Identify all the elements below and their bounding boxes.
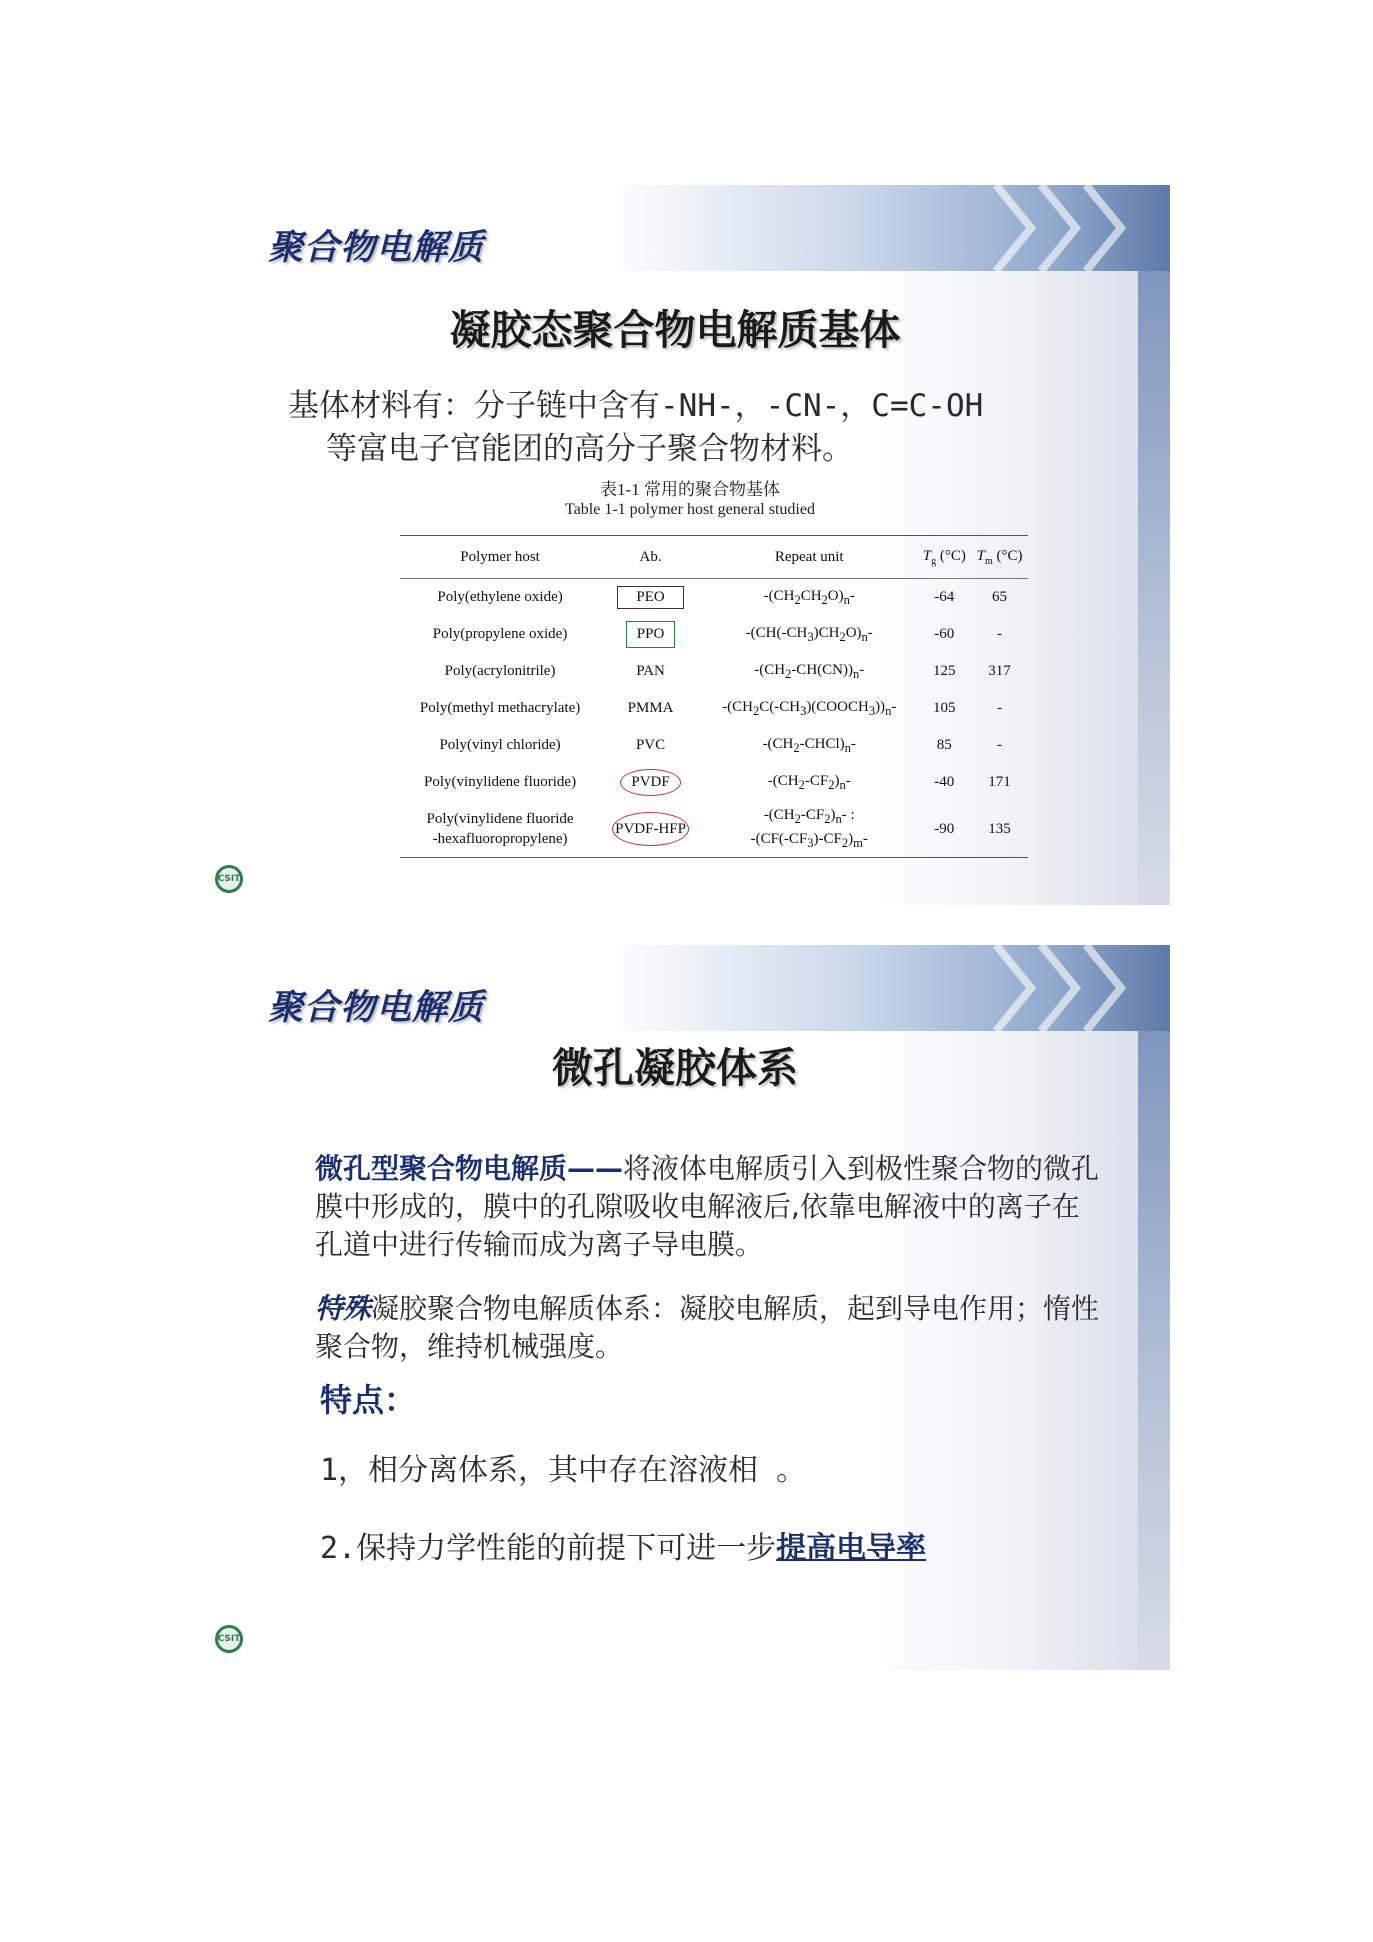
table-row [400, 616, 1028, 653]
section-title: 聚合物电解质 [268, 987, 485, 1028]
cell-host: Poly(ethylene oxide) [437, 589, 563, 605]
cell-host [400, 801, 600, 858]
cell-tm: 317 [988, 663, 1011, 679]
host-line-1: Poly(vinylidene fluoride [426, 811, 574, 827]
col-header-tm: $T_m$ (°C) [971, 536, 1028, 579]
special-paragraph [315, 1290, 1105, 1366]
intro-line-2: 等富电子官能团的高分子聚合物材料。 [326, 431, 853, 467]
logo-icon: CSIT [215, 1625, 243, 1653]
cell-tm: 135 [971, 801, 1028, 858]
cell-tg: -90 [917, 801, 971, 858]
cell-tm: - [997, 700, 1003, 716]
cell-tg: -64 [934, 589, 955, 605]
feature-item-2-text: 2.保持力学性能的前提下可进一步 [320, 1531, 777, 1566]
col-header-host: Polymer host [400, 536, 600, 579]
cell-host: Poly(vinyl chloride) [439, 737, 561, 753]
cell-ab [600, 801, 701, 858]
col-header-ab: Ab. [600, 536, 701, 579]
cell-tg: -40 [934, 774, 955, 790]
cell-unit: $-(CH_2C(-CH_3)(COOCH_3))_n-$ [722, 698, 897, 718]
table-header-row [400, 536, 1028, 579]
cell-tg: 85 [936, 737, 952, 753]
cell-tm: - [997, 737, 1003, 753]
header-chevron-decoration [986, 945, 1136, 1031]
cell-unit [701, 801, 918, 858]
cell-ab: PAN [636, 663, 665, 679]
table-caption-en: Table 1-1 polymer host general studied [565, 501, 815, 518]
special-text: 凝胶聚合物电解质体系：凝胶电解质，起到导电作用；惰性聚合物，维持机械强度。 [315, 1292, 1100, 1363]
table-caption-zh: 表1-1 常用的聚合物基体 [600, 480, 780, 499]
features-heading: 特点： [320, 1381, 417, 1419]
cell-tg: -60 [934, 626, 955, 642]
definition-text: 将液体电解质引入到极性聚合物的微孔膜中形成的，膜中的孔隙吸收电解液后,依靠电解液中的离子在孔道中进行传输而成为离子导电膜。 [315, 1152, 1100, 1261]
intro-line-1: 基体材料有：分子链中含有-NH-，-CN-，C=C-OH [288, 388, 984, 424]
header-chevron-decoration [986, 185, 1136, 271]
cell-ab [600, 579, 701, 617]
table-row [400, 764, 1028, 801]
cell-host: Poly(vinylidene fluoride) [424, 774, 577, 790]
cell-tm: 171 [988, 774, 1011, 790]
unit-line-2: $-(CF(-CF_3)-CF_2)_m-$ [750, 831, 868, 850]
table-row [400, 579, 1028, 617]
cell-tg: 125 [933, 663, 956, 679]
section-title: 聚合物电解质 [268, 227, 485, 268]
cell-unit: $-(CH_2-CF_2)_n-$ [767, 772, 851, 792]
table-row [400, 690, 1028, 727]
polymer-host-table [400, 535, 1028, 858]
host-line-2: -hexafluoropropylene) [432, 831, 568, 847]
right-side-band [1138, 1031, 1170, 1670]
table-row [400, 653, 1028, 690]
slide-title: 微孔凝胶体系 [552, 1044, 798, 1092]
intro-text [288, 385, 1128, 471]
cell-tm: 65 [992, 589, 1008, 605]
col-header-tg: $T_g$ (°C) [917, 536, 971, 579]
cell-ab [600, 616, 701, 653]
feature-item-1: 1，相分离体系，其中存在溶液相 。 [320, 1453, 807, 1488]
ab-circled: PVDF [620, 769, 680, 796]
cell-host: Poly(acrylonitrile) [444, 663, 556, 679]
ab-boxed: PPO [626, 621, 676, 648]
ab-circled: PVDF-HFP [612, 812, 689, 846]
special-term: 特殊 [315, 1292, 372, 1325]
table-row [400, 801, 1028, 858]
col-header-unit: Repeat unit [701, 536, 918, 579]
slide-polymer-host [210, 185, 1170, 905]
cell-host: Poly(methyl methacrylate) [419, 700, 581, 716]
cell-unit: $-(CH_2-CH(CN))_n-$ [754, 661, 865, 681]
definition-paragraph [315, 1150, 1105, 1264]
conductivity-link[interactable]: 提高电导率 [776, 1531, 927, 1566]
cell-unit: $-(CH_2CH_2O)_n-$ [763, 587, 855, 607]
ab-boxed: PEO [617, 586, 683, 609]
definition-term: 微孔型聚合物电解质—— [315, 1152, 624, 1185]
unit-line-1: $-(CH_2-CF_2)_n-$ : [763, 807, 855, 826]
right-side-band [1138, 271, 1170, 905]
cell-ab: PVC [635, 737, 666, 753]
slide-title: 凝胶态聚合物电解质基体 [449, 306, 901, 354]
cell-unit: $-(CH_2-CHCl)_n-$ [762, 735, 856, 755]
cell-tg: 105 [933, 700, 956, 716]
cell-ab [600, 764, 701, 801]
feature-item-2 [320, 1523, 926, 1567]
cell-host: Poly(propylene oxide) [432, 626, 568, 642]
logo-icon: CSIT [215, 865, 243, 893]
table-row [400, 727, 1028, 764]
cell-ab: PMMA [627, 700, 674, 716]
cell-tm: - [997, 626, 1003, 642]
cell-unit: $-(CH(-CH_3)CH_2O)_n-$ [745, 624, 873, 644]
slide-microporous-gel [210, 945, 1170, 1670]
